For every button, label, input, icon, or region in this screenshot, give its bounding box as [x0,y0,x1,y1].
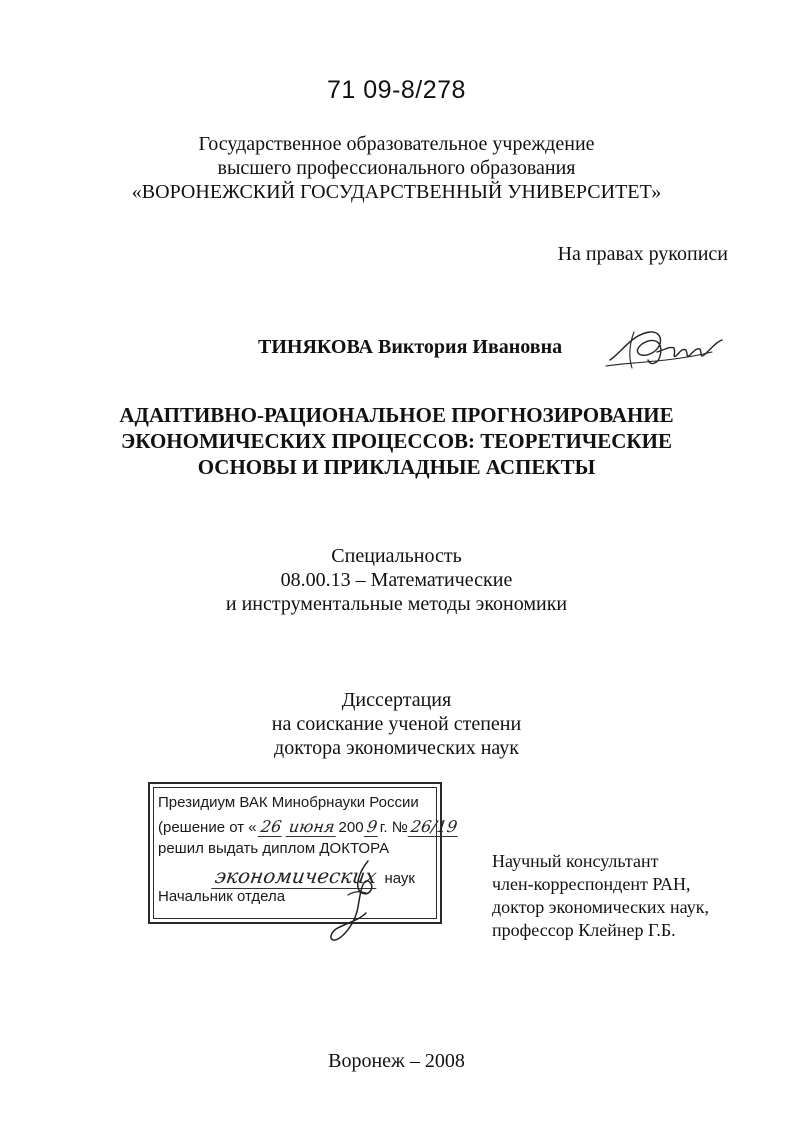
title-line-2: ЭКОНОМИЧЕСКИХ ПРОЦЕССОВ: ТЕОРЕТИЧЕСКИЕ [121,429,672,453]
degree-purpose: на соискание ученой степени [271,713,522,735]
handwritten-year-digit: 9 [363,817,380,837]
institution-line-3: «ВОРОНЕЖСКИЙ ГОСУДАРСТВЕННЫЙ УНИВЕРСИТЕТ» [131,181,662,203]
author-given-names: Виктория Ивановна [377,336,563,358]
scientific-consultant-block [492,850,709,942]
stamp-signature-icon [318,855,408,950]
specialty-block [0,544,793,616]
dissertation-title [0,402,793,480]
decision-prefix: (решение от « [158,819,257,836]
title-line-1: АДАПТИВНО-РАЦИОНАЛЬНОЕ ПРОГНОЗИРОВАНИЕ [119,403,674,427]
specialty-code: 08.00.13 – Математические [280,569,513,591]
year-prefix: 200 [338,819,364,836]
science-suffix: наук [384,870,415,887]
stamp-line-diploma: решил выдать диплом ДОКТОРА [158,840,390,857]
institution-line-2: высшего профессионального образования [217,157,576,179]
stamp-line-presidium: Президиум ВАК Минобрнауки России [158,794,419,811]
title-line-3: ОСНОВЫ И ПРИКЛАДНЫЕ АСПЕКТЫ [197,455,596,479]
institution-header [0,132,793,204]
institution-line-1: Государственное образовательное учреждение [198,133,595,155]
consultant-degree: доктор экономических наук, [492,897,709,917]
author-name [258,336,562,359]
dissertation-label: Диссертация [341,689,452,711]
stamp-line-decision [158,817,459,837]
stamp-line-head: Начальник отдела [158,888,286,905]
handwritten-science-field: экономических [211,864,380,889]
year-suffix: г. № [379,819,408,836]
consultant-title: член-корреспондент РАН, [492,874,691,894]
handwritten-day: 26 [257,817,284,837]
author-surname: ТИНЯКОВА [258,336,373,358]
author-signature-icon [602,322,732,377]
consultant-label: Научный консультант [492,851,659,871]
specialty-label: Специальность [331,545,462,567]
specialty-name: и инструментальные методы экономики [225,593,568,615]
handwritten-decision-number: 26/19 [407,817,460,837]
manuscript-rights-note: На правах рукописи [557,243,728,265]
handwritten-month: июня [286,817,338,837]
consultant-name: профессор Клейнер Г.Б. [492,920,676,940]
city-and-year: Воронеж – 2008 [328,1050,465,1072]
degree-name: доктора экономических наук [274,737,519,759]
archive-number: 71 09-8/278 [327,76,466,104]
dissertation-degree-block [0,688,793,760]
